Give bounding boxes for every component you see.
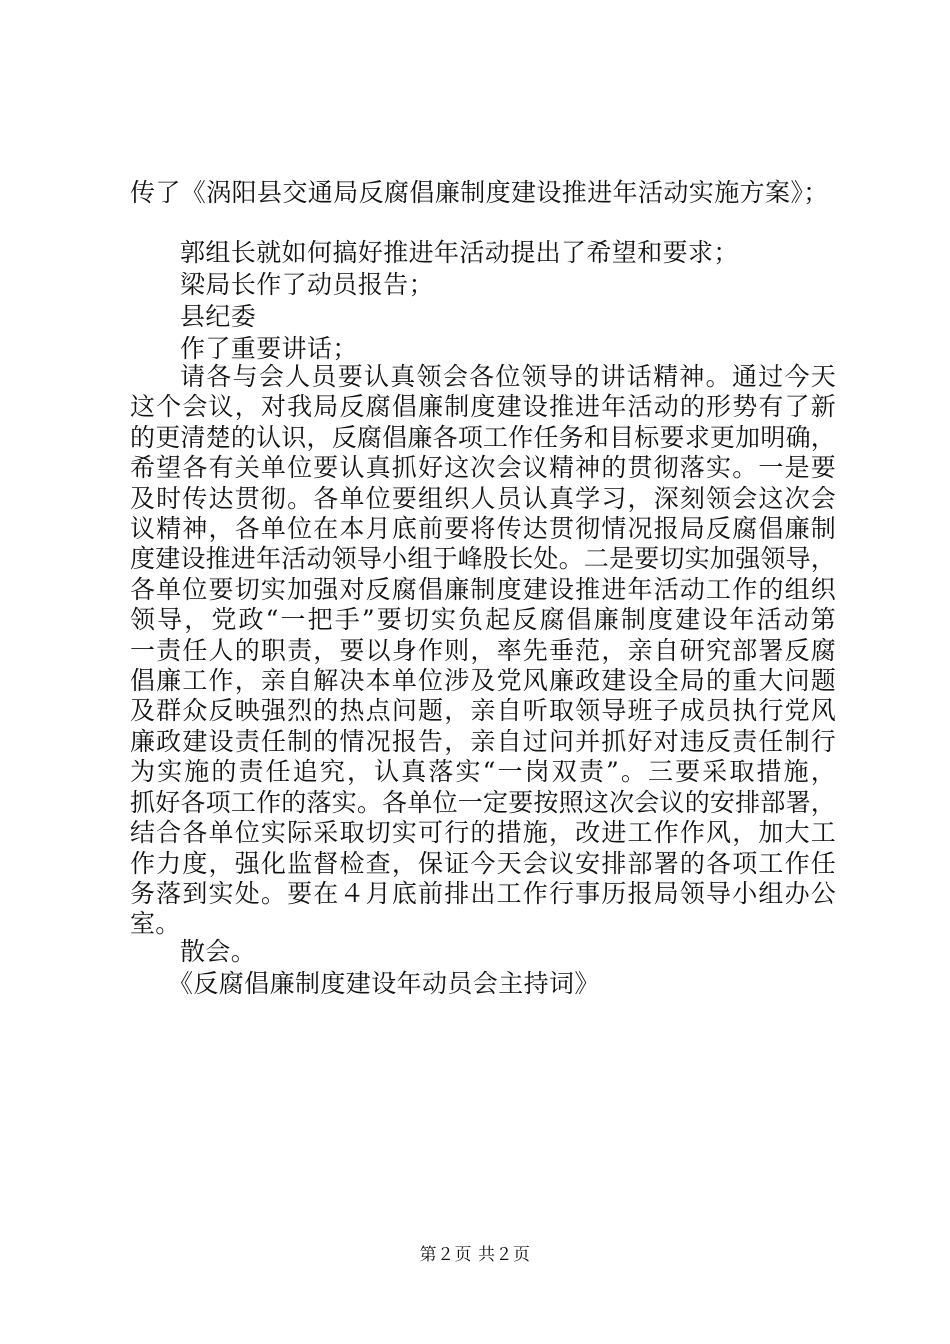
paragraph-line: 结合各单位实际采取切实可行的措施，改进工作作风，加大工 (130, 818, 836, 848)
page-footer: 第２页 共２页 (419, 1245, 531, 1265)
paragraph-line: 议精神，各单位在本月底前要将传达贯彻情况报局反腐倡廉制 (130, 514, 836, 544)
paragraph-line: 廉政建设责任制的情况报告，亲自过问并抓好对违反责任制行 (130, 726, 836, 756)
item-line: 作了重要讲话； (180, 334, 358, 363)
paragraph-line: 请各与会人员要认真领会各位领导的讲话精神。通过今天 (180, 362, 836, 391)
item-line: 梁局长作了动员报告； (180, 270, 435, 299)
paragraph-line: 一责任人的职责，要以身作则，率先垂范，亲自研究部署反腐 (130, 635, 836, 665)
paragraph-line: 的更清楚的认识，反腐倡廉各项工作任务和目标要求更加明确， (130, 422, 836, 452)
paragraph-line: 倡廉工作，亲自解决本单位涉及党风廉政建设全局的重大问题 (130, 666, 836, 696)
paragraph-line: 务落到实处。要在４月底前排出工作行事历报局领导小组办公 (130, 878, 836, 908)
document-title: 《反腐倡廉制度建设年动员会主持词》 (168, 969, 600, 998)
paragraph-line: 领导，党政“一把手”要切实负起反腐倡廉制度建设年活动第 (130, 605, 836, 635)
paragraph-line: 希望各有关单位要认真抓好这次会议精神的贯彻落实。一是要 (130, 453, 836, 483)
lead-line: 传了《涡阳县交通局反腐倡廉制度建设推进年活动实施方案》； (130, 178, 829, 207)
paragraph-line: 室。 (130, 909, 181, 939)
item-line: 县纪委 (180, 302, 257, 331)
paragraph-line: 这个会议，对我局反腐倡廉制度建设推进年活动的形势有了新 (130, 392, 836, 422)
body-paragraph (130, 362, 836, 940)
closing-line: 散会。 (180, 937, 257, 966)
paragraph-line: 及群众反映强烈的热点问题，亲自听取领导班子成员执行党风 (130, 696, 836, 726)
paragraph-line: 及时传达贯彻。各单位要组织人员认真学习，深刻领会这次会 (130, 483, 836, 513)
paragraph-line: 作力度，强化监督检查，保证今天会议安排部署的各项工作任 (130, 848, 836, 878)
paragraph-line: 抓好各项工作的落实。各单位一定要按照这次会议的安排部署， (130, 787, 836, 817)
paragraph-line: 各单位要切实加强对反腐倡廉制度建设推进年活动工作的组织 (130, 574, 836, 604)
paragraph-line: 为实施的责任追究，认真落实“一岗双责”。三要采取措施， (130, 757, 836, 787)
item-line: 郭组长就如何搞好推进年活动提出了希望和要求； (180, 238, 739, 267)
paragraph-line: 度建设推进年活动领导小组于峰股长处。二是要切实加强领导， (130, 544, 836, 574)
